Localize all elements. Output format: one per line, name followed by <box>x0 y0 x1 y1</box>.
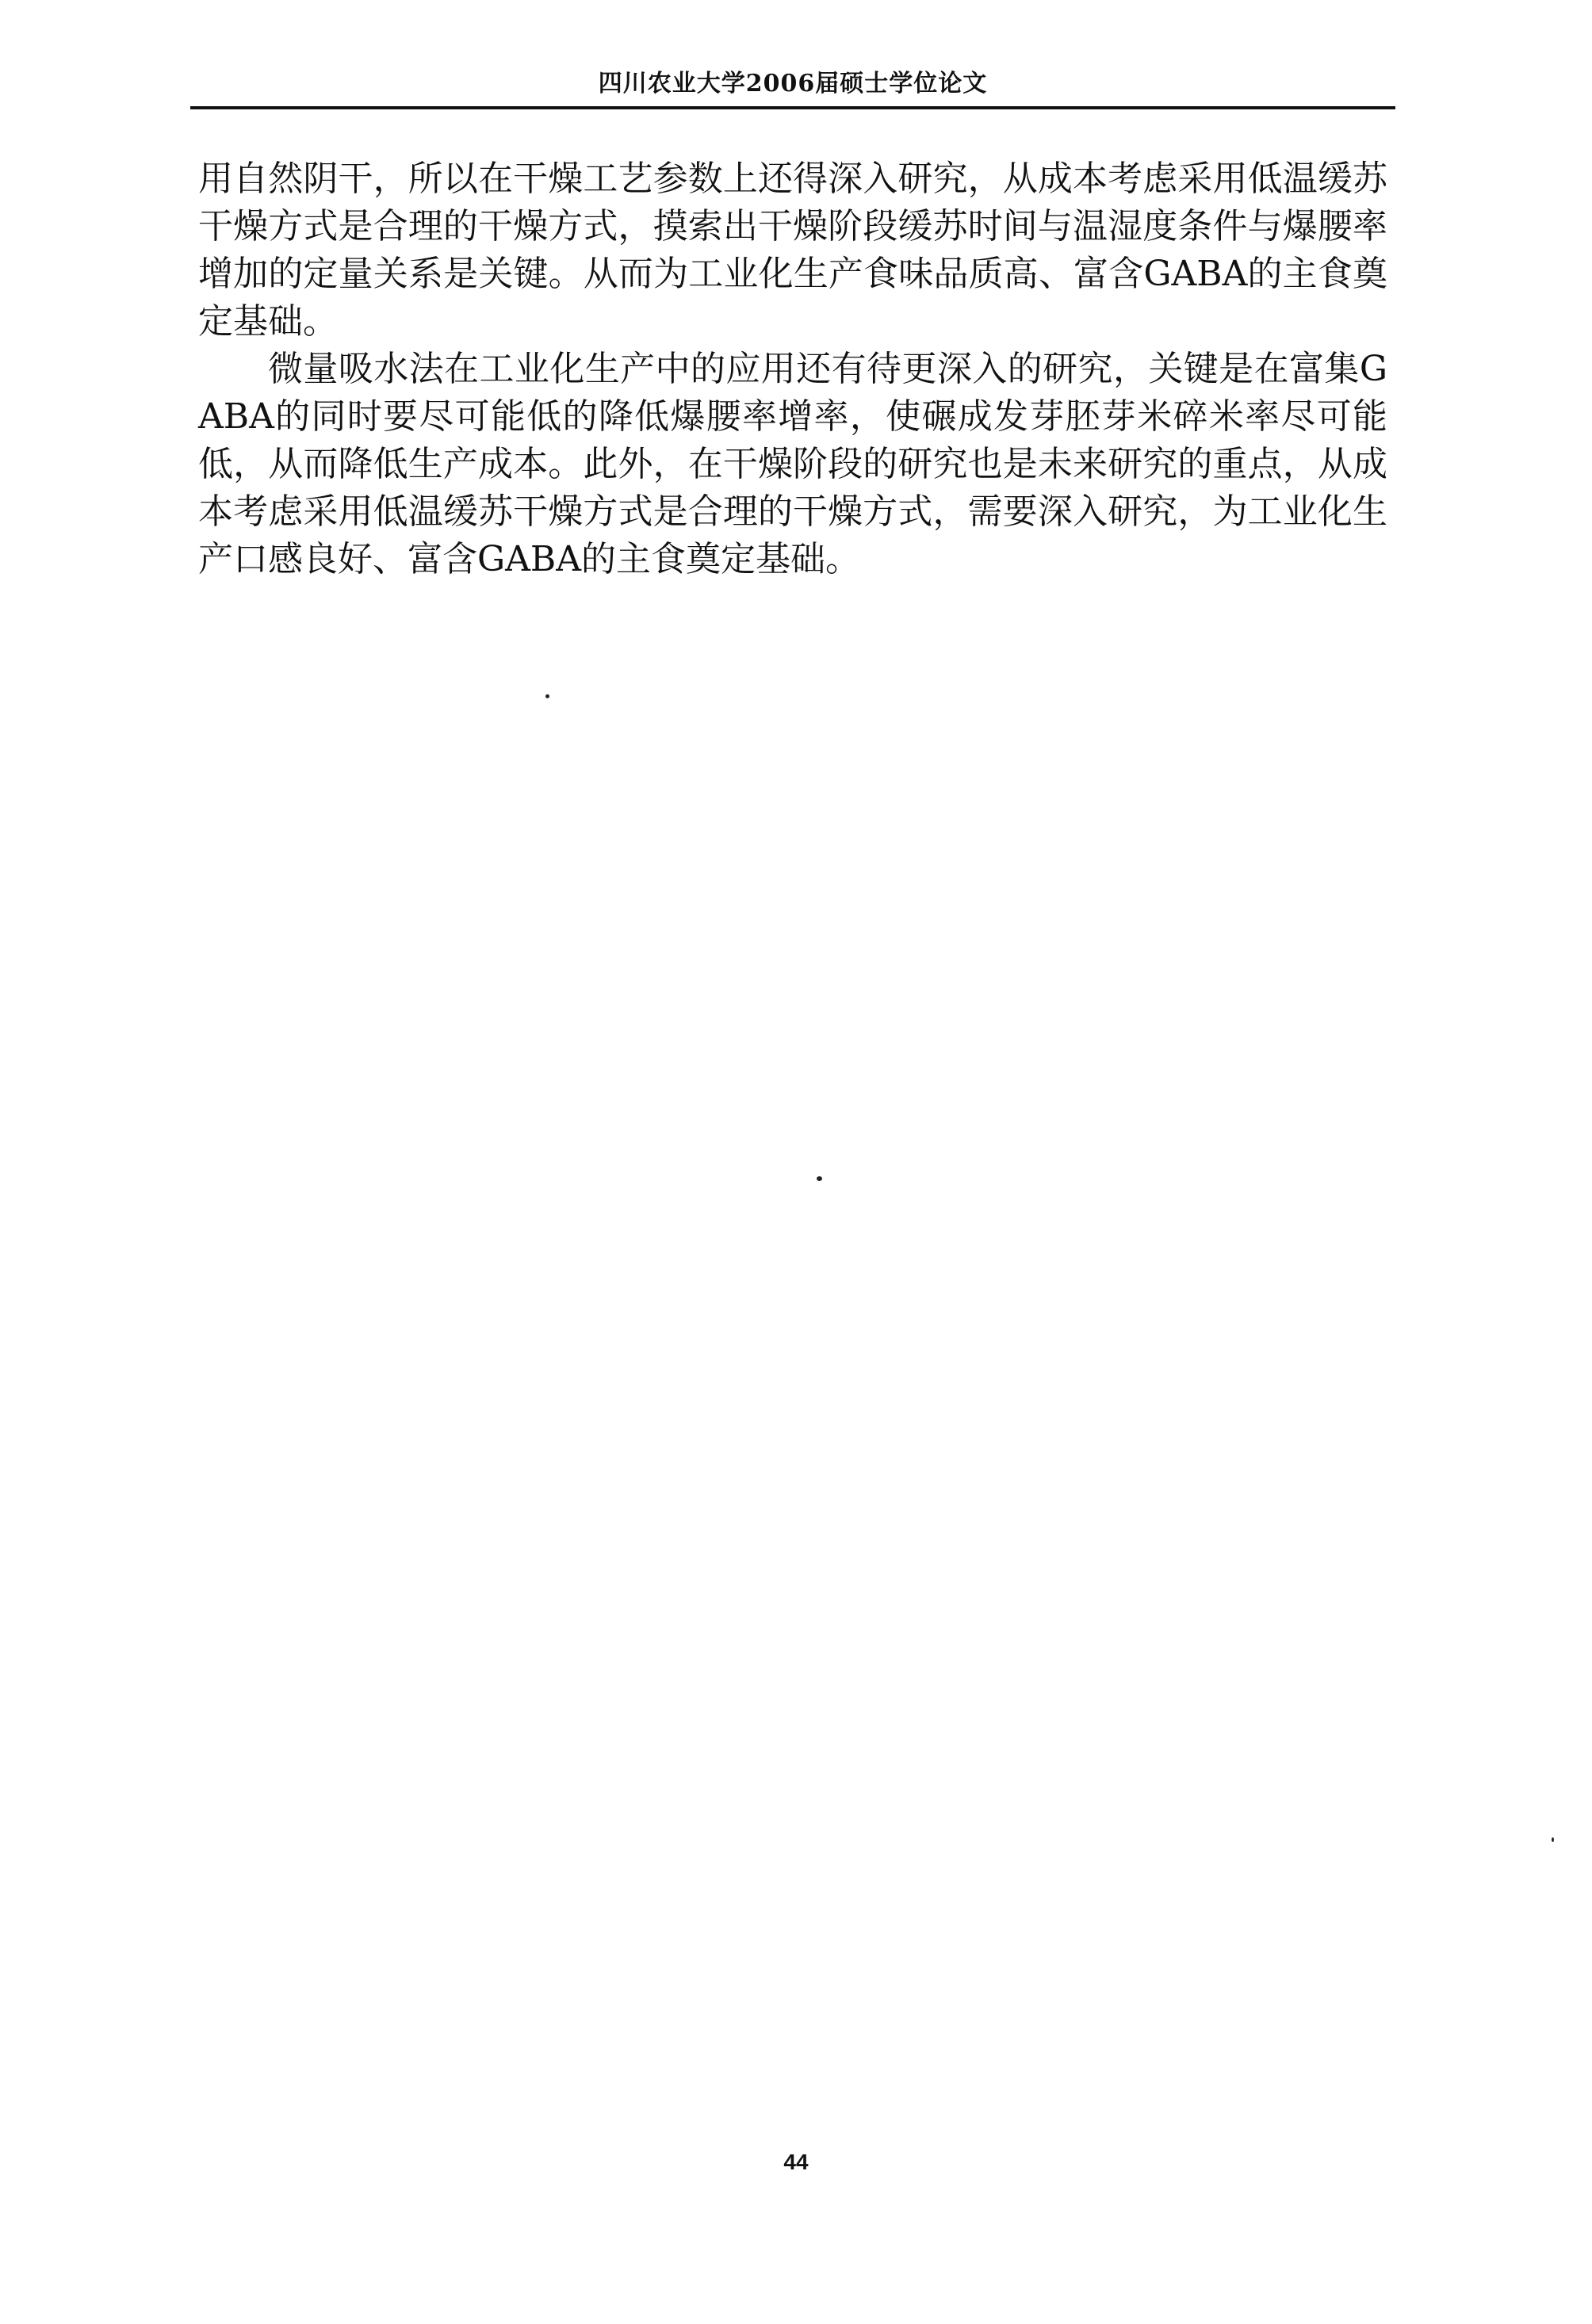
paragraph: 微量吸水法在工业化生产中的应用还有待更深入的研究，关键是在富集GABA的同时要尽可能低的降低爆腰率增率，使碾成发芽胚芽米碎米率尽可能低，从而降低生产成本。此外，在干燥阶段的研究也是未来研究的重点，从成本考虑采用低温缓苏干燥方式是合理的干燥方式，需要深入研究，为工业化生产口感良好、富含GABA的主食奠定基础。 <box>198 349 1387 579</box>
running-header: 四川农业大学2006届硕士学位论文 <box>598 70 988 97</box>
scan-speck <box>545 694 549 698</box>
paragraph-continuation: 用自然阴干，所以在干燥工艺参数上还得深入研究，从成本考虑采用低温缓苏干燥方式是合理的干燥方式，摸索出干燥阶段缓苏时间与温湿度条件与爆腰率增加的定量关系是关键。从而为工业化生产食味品质高、富含GABA的主食奠定基础。 <box>198 159 1387 342</box>
scan-speck <box>1552 1837 1554 1842</box>
scan-speck <box>817 1176 822 1181</box>
body-text <box>198 155 1387 583</box>
page-number: 44 <box>783 2150 809 2174</box>
header-rule <box>190 106 1395 109</box>
